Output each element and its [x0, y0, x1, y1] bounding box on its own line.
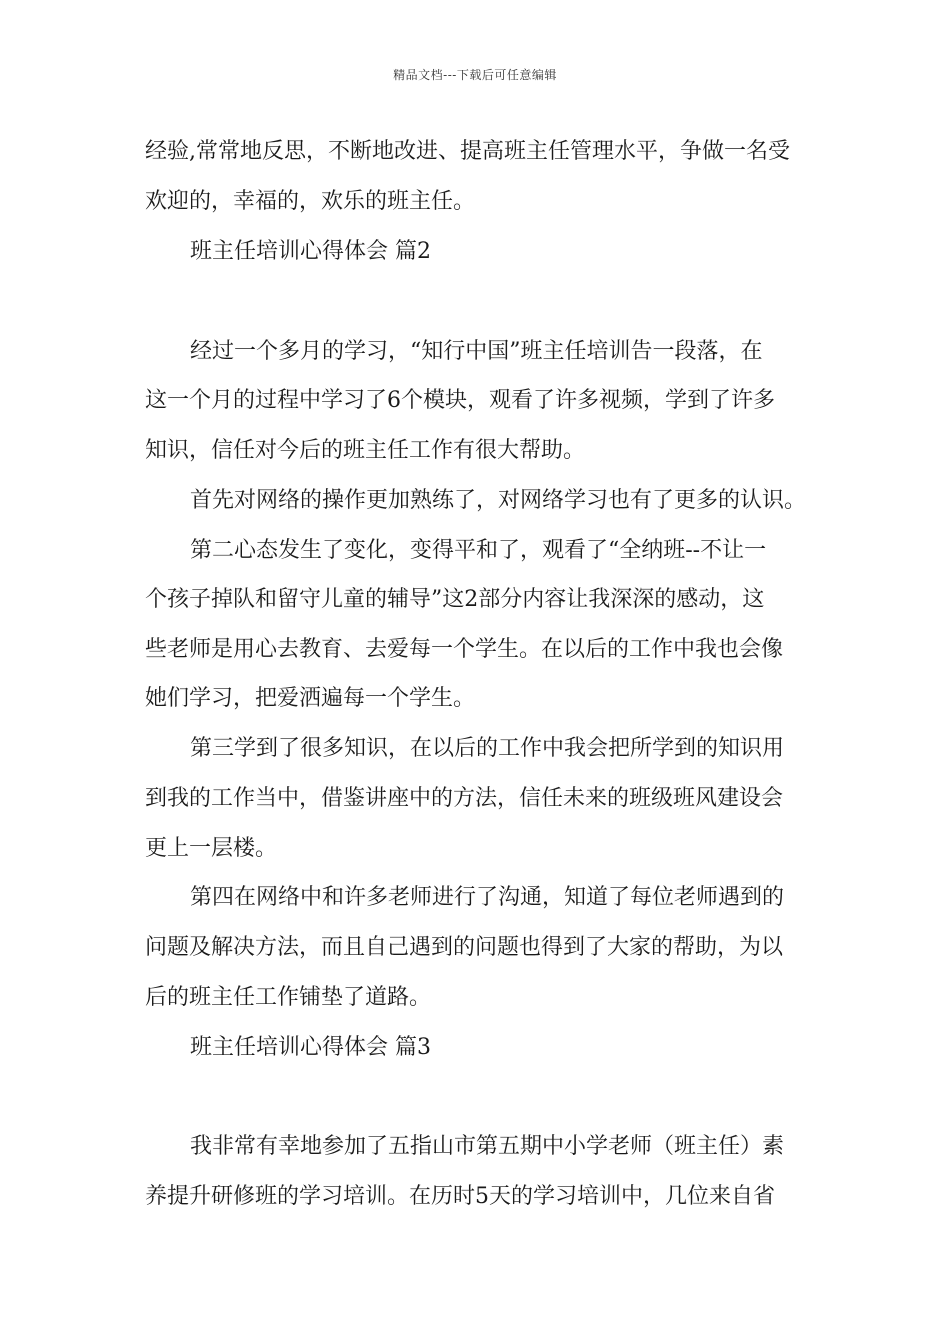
paragraph-line: 第三学到了很多知识，在以后的工作中我会把所学到的知识用: [190, 736, 785, 761]
paragraph-line: 知识，信任对今后的班主任工作有很大帮助。: [145, 438, 586, 463]
section-heading: 班主任培训心得体会 篇3: [190, 1035, 431, 1060]
paragraph-line: 更上一层楼。: [145, 836, 278, 861]
paragraph-line: 这一个月的过程中学习了6个模块，观看了许多视频，学到了许多: [145, 388, 775, 413]
paragraph-line: 些老师是用心去教育、去爱每一个学生。在以后的工作中我也会像: [145, 637, 784, 662]
paragraph-line: 到我的工作当中，借鉴讲座中的方法，信任未来的班级班风建设会: [145, 786, 784, 811]
paragraph-line: 第四在网络中和许多老师进行了沟通，知道了每位老师遇到的: [190, 885, 785, 910]
paragraph-line: 第二心态发生了变化，变得平和了，观看了“全纳班--不让一: [190, 538, 767, 563]
paragraph-line: 欢迎的，幸福的，欢乐的班主任。: [145, 189, 476, 214]
paragraph-line: 首先对网络的操作更加熟练了，对网络学习也有了更多的认识。: [190, 488, 807, 513]
paragraph-line: 经验,常常地反思，不断地改进、提高班主任管理水平，争做一名受: [145, 139, 790, 164]
paragraph-line: 问题及解决方法，而且自己遇到的问题也得到了大家的帮助，为以: [145, 935, 784, 960]
page-header: 精品文档---下载后可任意编辑: [393, 68, 557, 82]
paragraph-line: 个孩子掉队和留守儿童的辅导”这2部分内容让我深深的感动，这: [145, 587, 765, 612]
paragraph-line: 养提升研修班的学习培训。在历时5天的学习培训中，几位来自省: [145, 1184, 775, 1209]
paragraph-line: 我非常有幸地参加了五指山市第五期中小学老师（班主任）素: [190, 1134, 785, 1159]
paragraph-line: 经过一个多月的学习，“知行中国”班主任培训告一段落，在: [190, 339, 763, 364]
paragraph-line: 后的班主任工作铺垫了道路。: [145, 985, 432, 1010]
paragraph-line: 她们学习，把爱洒遍每一个学生。: [145, 686, 476, 711]
section-heading: 班主任培训心得体会 篇2: [190, 239, 431, 264]
